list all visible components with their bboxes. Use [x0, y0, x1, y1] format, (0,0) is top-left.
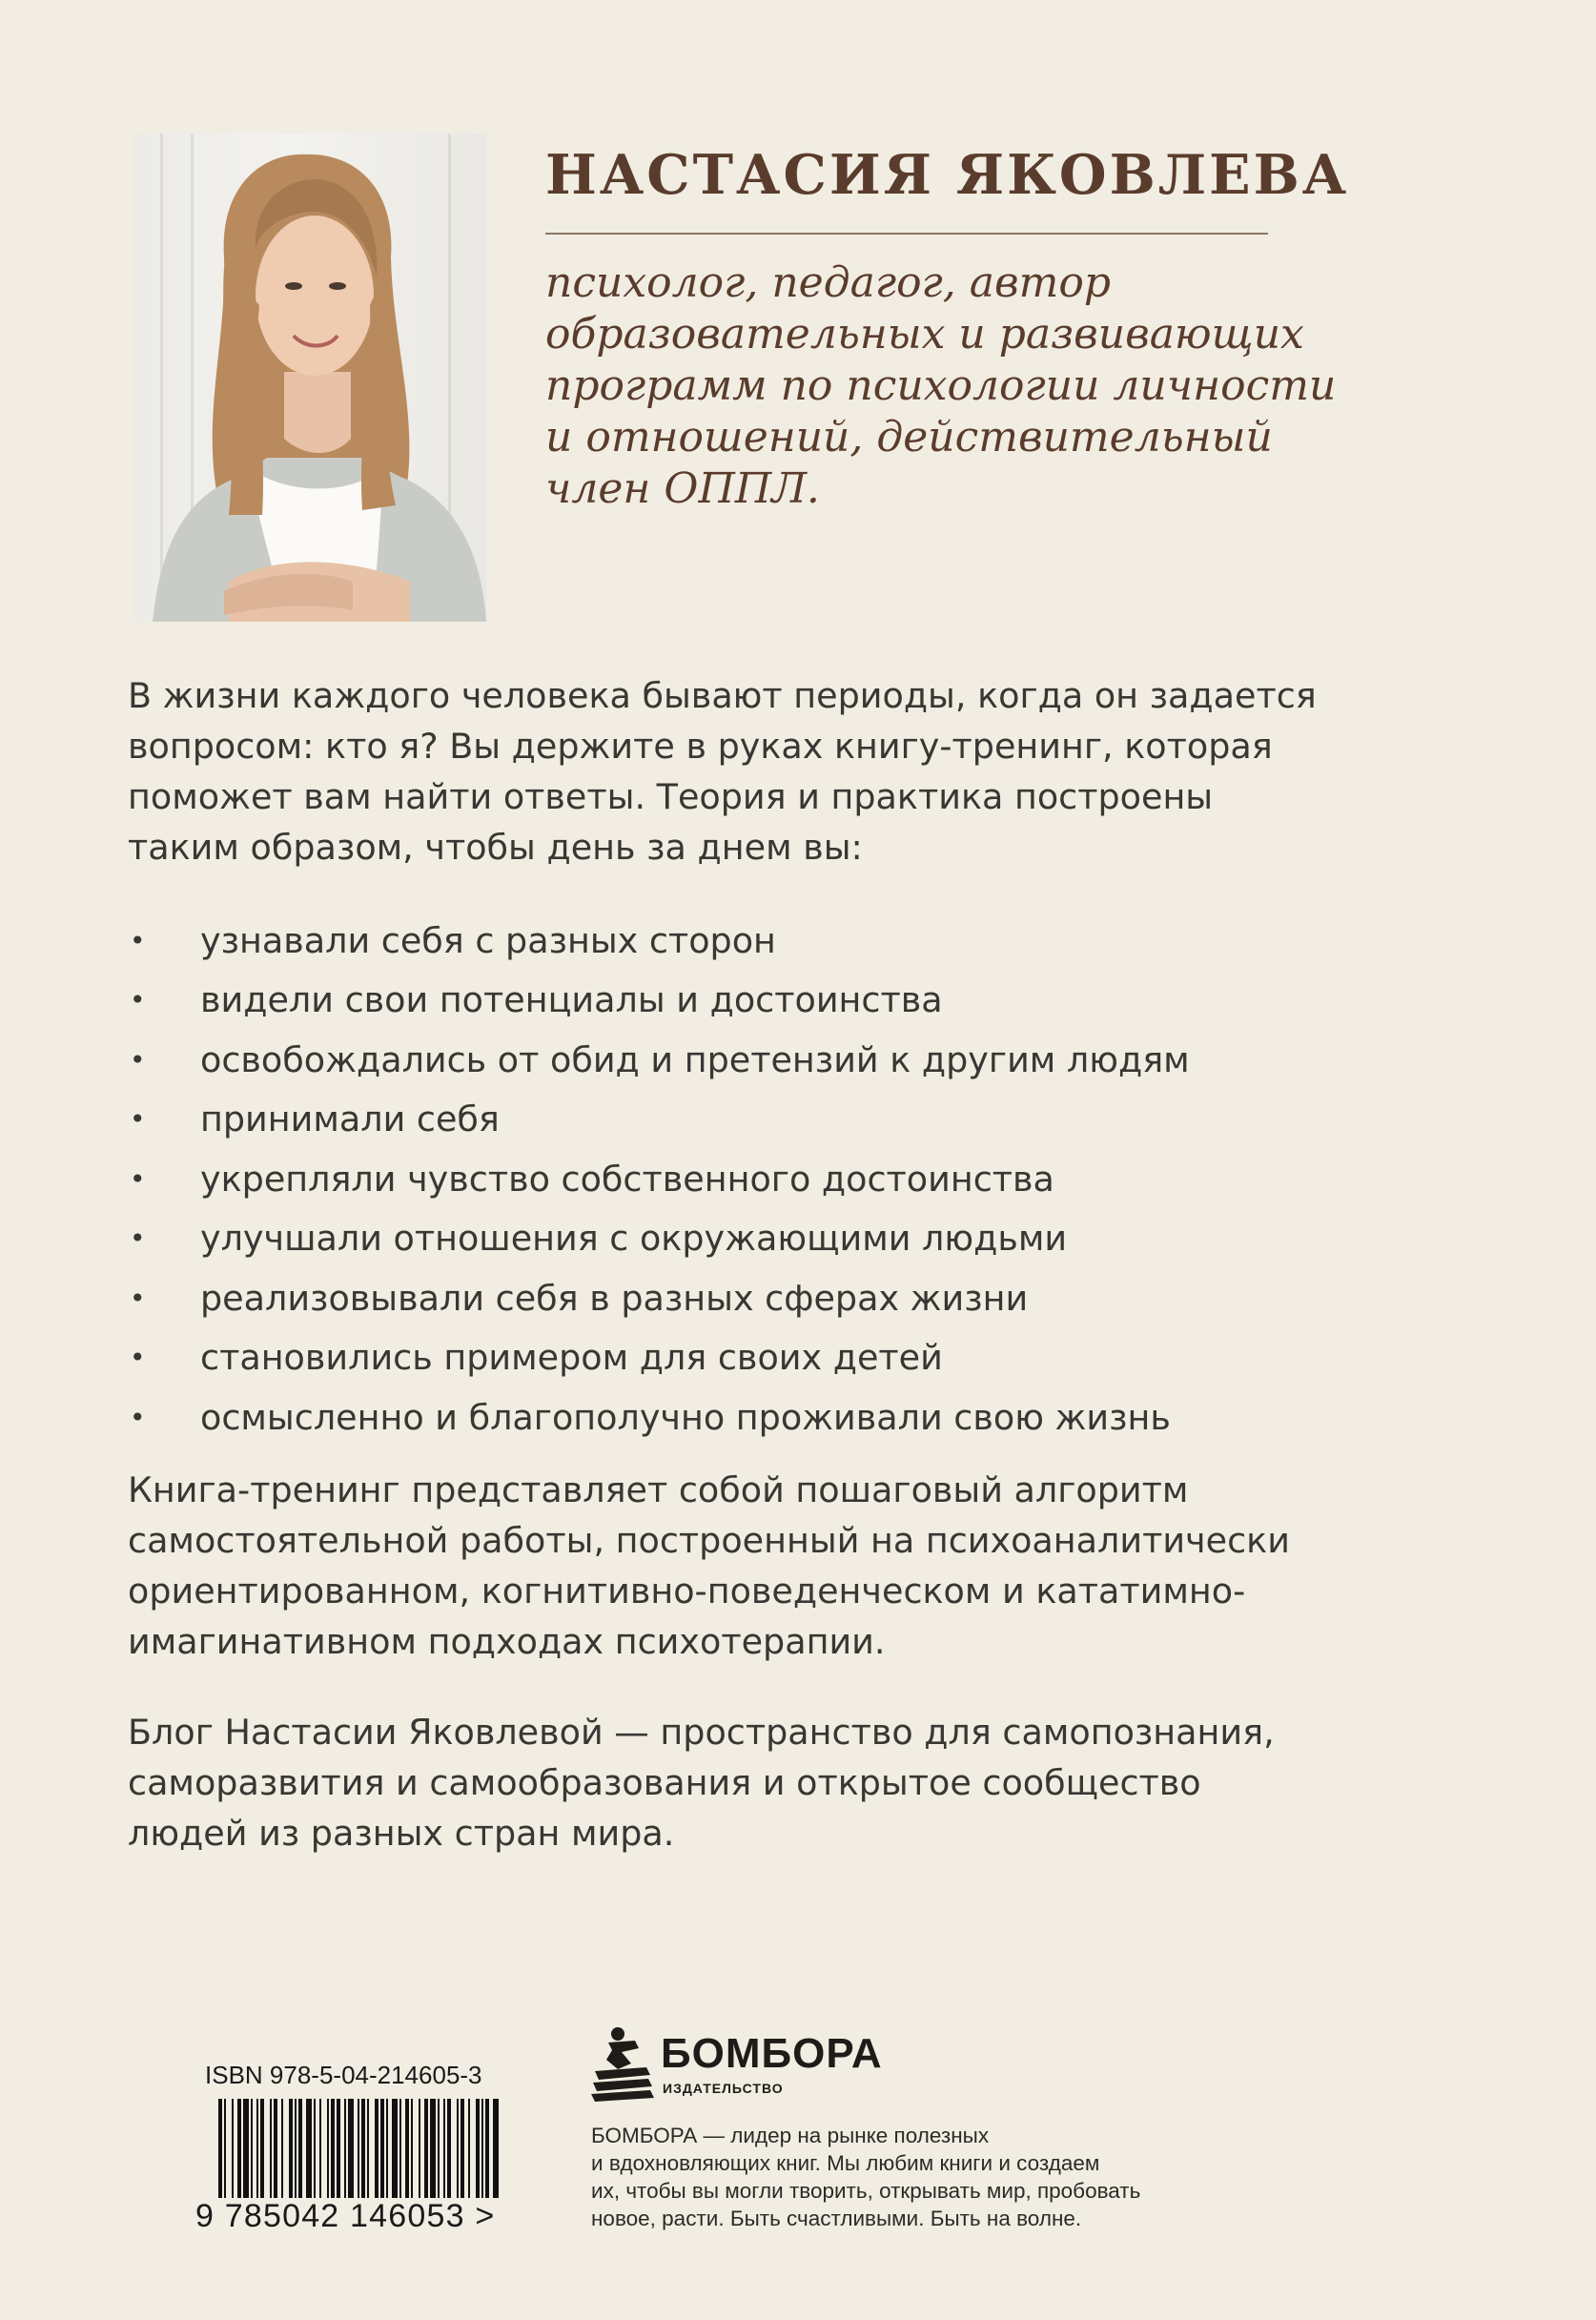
- barcode-bar: [337, 2099, 340, 2202]
- bullet-icon: •: [130, 1043, 146, 1076]
- barcode-bar: [298, 2099, 302, 2202]
- barcode-bar: [380, 2099, 384, 2202]
- author-bio: [545, 257, 1403, 515]
- bombora-reader-icon: [589, 2025, 656, 2102]
- isbn-barcode: [195, 2061, 520, 2242]
- barcode-bar: [457, 2099, 459, 2202]
- paragraph-line: людей из разных стран мира.: [128, 1813, 675, 1854]
- barcode-bar: [447, 2099, 451, 2202]
- barcode-bar: [468, 2099, 470, 2202]
- barcode-bar: [443, 2099, 445, 2202]
- description-paragraph: [128, 1465, 1482, 1667]
- barcode-bar: [314, 2099, 316, 2202]
- bio-line: психолог, педагог, автор: [545, 258, 1111, 307]
- barcode-bar: [331, 2099, 335, 2202]
- intro-line: вопросом: кто я? Вы держите в руках книгу-тренинг, которая: [128, 726, 1273, 767]
- barcode-bar: [224, 2099, 226, 2202]
- publisher-description: [591, 2122, 1201, 2232]
- intro-paragraph: [128, 670, 1482, 873]
- intro-line: таким образом, чтобы день за днем вы:: [128, 827, 863, 868]
- publisher-line: БОМБОРА — лидер на рынке полезных: [591, 2124, 990, 2147]
- publisher-subtitle: ИЗДАТЕЛЬСТВО: [663, 2081, 784, 2096]
- benefit-text: видели свои потенциалы и достоинства: [200, 979, 943, 1021]
- list-item: [128, 911, 1190, 971]
- publisher-line: новое, расти. Быть счастливыми. Быть на волне.: [591, 2207, 1082, 2230]
- benefit-text: реализовывали себя в разных сферах жизни: [200, 1277, 1029, 1319]
- barcode-bar: [251, 2099, 253, 2202]
- bio-line: и отношений, действительный: [545, 413, 1273, 462]
- paragraph-line: имагинативном подходах психотерапии.: [128, 1621, 886, 1662]
- benefit-text: освобождались от обид и претензий к другим людям: [200, 1038, 1190, 1080]
- paragraph-line: ориентированном, когнитивно-поведенческом и кататимно-: [128, 1571, 1246, 1612]
- barcode-bar: [424, 2099, 428, 2202]
- benefit-text: улучшали отношения с окружающими людьми: [200, 1218, 1068, 1260]
- barcode-bar: [260, 2099, 264, 2202]
- barcode-bar: [327, 2099, 329, 2202]
- barcode-bar: [281, 2099, 283, 2202]
- barcode-bar: [232, 2099, 234, 2202]
- barcode-bar: [405, 2099, 409, 2202]
- barcode-icon: [195, 2099, 501, 2213]
- author-portrait-icon: [133, 133, 486, 622]
- benefit-text: становились примером для своих детей: [200, 1337, 943, 1379]
- barcode-bar: [218, 2099, 222, 2213]
- blog-paragraph: [128, 1707, 1482, 1858]
- list-item: [128, 1149, 1190, 1209]
- author-name: НАСТАСИЯ ЯКОВЛЕВА: [545, 143, 1350, 207]
- bullet-icon: •: [130, 1401, 146, 1433]
- barcode-bar: [460, 2099, 464, 2202]
- barcode-bar: [270, 2099, 272, 2202]
- list-item: [128, 1090, 1190, 1150]
- intro-line: поможет вам найти ответы. Теория и практика построены: [128, 776, 1214, 817]
- paragraph-line: самостоятельной работы, построенный на психоаналитически: [128, 1520, 1290, 1561]
- benefit-text: осмысленно и благополучно проживали свою жизнь: [200, 1396, 1171, 1438]
- bullet-icon: •: [130, 1342, 146, 1374]
- barcode-bar: [295, 2099, 297, 2202]
- list-item: [128, 1030, 1190, 1090]
- intro-line: В жизни каждого человека бывают периоды, когда он задается: [128, 675, 1317, 716]
- paragraph-line: Блог Настасии Яковлевой — пространство для самопознания,: [128, 1712, 1275, 1753]
- barcode-bar: [367, 2099, 369, 2202]
- list-item: [128, 1328, 1190, 1388]
- publisher-line: и вдохновляющих книг. Мы любим книги и создаем: [591, 2151, 1100, 2175]
- barcode-bar: [274, 2099, 277, 2202]
- barcode-bar: [243, 2099, 249, 2202]
- bullet-icon: •: [130, 1222, 146, 1255]
- barcode-bar: [493, 2099, 499, 2213]
- barcode-bar: [476, 2099, 480, 2202]
- barcode-bar: [386, 2099, 388, 2202]
- barcode-bar: [348, 2099, 354, 2202]
- bio-line: программ по психологии личности: [545, 361, 1337, 410]
- barcode-bar: [375, 2099, 379, 2202]
- benefit-text: узнавали себя с разных сторон: [200, 919, 776, 961]
- barcode-bar: [481, 2099, 483, 2202]
- author-photo: [133, 133, 486, 622]
- barcode-bar: [306, 2099, 312, 2202]
- barcode-bar: [319, 2099, 321, 2202]
- bullet-icon: •: [130, 1103, 146, 1136]
- paragraph-line: саморазвития и самообразования и открытое сообщество: [128, 1762, 1201, 1803]
- bullet-icon: •: [130, 1162, 146, 1195]
- benefits-list: [128, 911, 1190, 1447]
- barcode-bar: [399, 2099, 401, 2202]
- bullet-icon: •: [130, 1282, 146, 1314]
- barcode-bar: [237, 2099, 241, 2202]
- barcode-digits: 9 785042 146053 >: [195, 2198, 520, 2235]
- barcode-bar: [344, 2099, 346, 2202]
- list-item: [128, 971, 1190, 1031]
- barcode-bar: [411, 2099, 413, 2202]
- list-item: [128, 1387, 1190, 1447]
- list-item: [128, 1209, 1190, 1269]
- paragraph-line: Книга-тренинг представляет собой пошаговый алгоритм: [128, 1469, 1189, 1510]
- list-item: [128, 1268, 1190, 1328]
- bio-line: член ОППЛ.: [545, 464, 820, 513]
- isbn-label: ISBN 978-5-04-214605-3: [205, 2061, 482, 2089]
- publisher-brand: БОМБОРА: [661, 2030, 883, 2077]
- publisher-logo: [589, 2025, 883, 2102]
- name-divider: [545, 233, 1268, 235]
- barcode-bar: [430, 2099, 436, 2202]
- barcode-bar: [256, 2099, 258, 2202]
- bio-line: образовательных и развивающих: [545, 310, 1304, 359]
- barcode-bar: [361, 2099, 365, 2202]
- barcode-bar: [438, 2099, 440, 2202]
- barcode-bar: [289, 2099, 293, 2202]
- barcode-bar: [358, 2099, 359, 2213]
- barcode-bar: [419, 2099, 420, 2202]
- bullet-icon: •: [130, 924, 146, 956]
- barcode-bar: [392, 2099, 398, 2202]
- bullet-icon: •: [130, 984, 146, 1016]
- publisher-line: их, чтобы вы могли творить, открывать мир, пробовать: [591, 2179, 1141, 2203]
- benefit-text: принимали себя: [200, 1098, 500, 1140]
- barcode-bar: [485, 2099, 489, 2202]
- benefit-text: укрепляли чувство собственного достоинства: [200, 1158, 1054, 1200]
